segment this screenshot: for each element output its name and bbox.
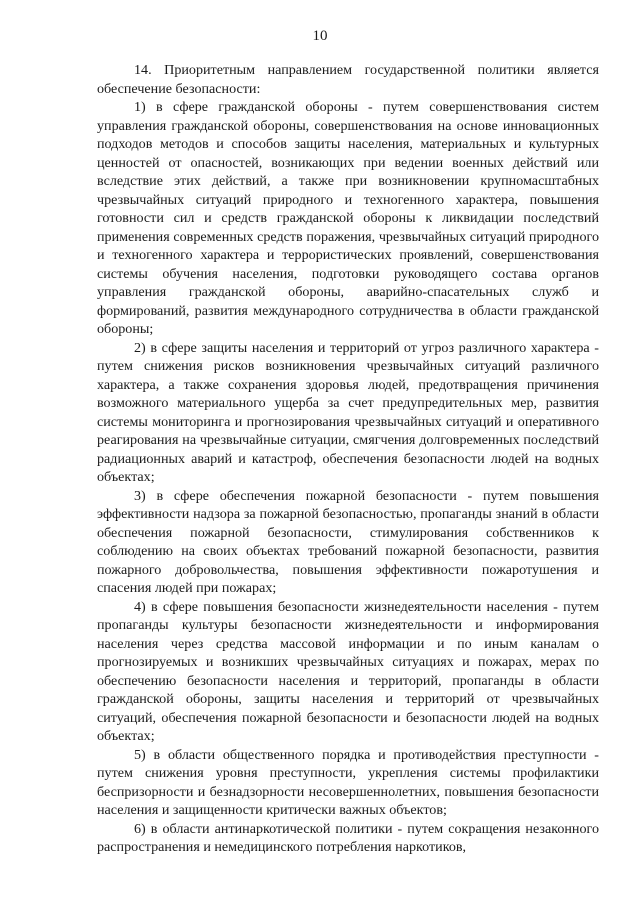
document-body [97,61,599,857]
paragraph-14-intro: 14. Приоритетным направлением государственной политики является обеспечение безопасности: [97,62,599,97]
paragraph-fire-safety: 3) в сфере обеспечения пожарной безопасности - путем повышения эффективности надзора за пожарной безопасностью, пропаганды знаний в области обеспечения пожарной безопасности, стимулирования собственников к соблюдению на своих объектах требований пожарной безопасности, развития пожарного добровольчества, повышения эффективности пожаротушения и спасения людей при пожарах; [97,487,599,596]
page-number: 10 [312,28,328,44]
paragraph-anti-drug: 6) в области антинаркотической политики - путем сокращения незаконного распространения и немедицинского потребления наркотиков, [97,820,599,855]
paragraph-public-order: 5) в области общественного порядка и противодействия преступности - путем снижения уровня преступности, укрепления системы профилактики беспризорности и безнадзорности несовершеннолетних, повышения безопасности населения и защищенности критически важных объектов; [97,746,599,818]
paragraph-population-protection: 2) в сфере защиты населения и территорий от угроз различного характера - путем снижения рисков возникновения чрезвычайных ситуаций различного характера, а также сохранения здоровья людей, предотвращения причинения возможного материального ущерба за счет предупредительных мер, развития системы мониторинга и прогнозирования чрезвычайных ситуаций и оперативного реагирования на чрезвычайные ситуации, смягчения долговременных последствий радиационных аварий и катастроф, обеспечения безопасности людей на водных объектах; [97,339,599,485]
paragraph-life-safety: 4) в сфере повышения безопасности жизнедеятельности населения - путем пропаганды культуры безопасности жизнедеятельности и информирования населения через средства массовой информации и по иным каналам о прогнозируемых и возникших чрезвычайных ситуациях и пожарах, мерах по обеспечению безопасности населения и территорий, пропаганды в области гражданской обороны, защиты населения и территорий от чрезвычайных ситуаций, обеспечения пожарной безопасности и безопасности людей на водных объектах; [97,598,599,744]
paragraph-civil-defense: 1) в сфере гражданской обороны - путем совершенствования систем управления гражданской обороны, совершенствования на основе инновационных подходов методов и способов защиты населения, материальных и культурных ценностей от опасностей, возникающих при ведении военных действий или вследствие этих действий, а также при возникновении крупномасштабных чрезвычайных ситуаций природного и техногенного характера, повышения готовности сил и средств гражданской обороны к ликвидации последствий применения современных средств поражения, чрезвычайных ситуаций природного и техногенного характера и террористических проявлений, совершенствования системы обучения населения, подготовки руководящего состава органов управления гражданской обороны, аварийно-спасательных служб и формирований, развития международного сотрудничества в области гражданской обороны; [97,99,599,337]
